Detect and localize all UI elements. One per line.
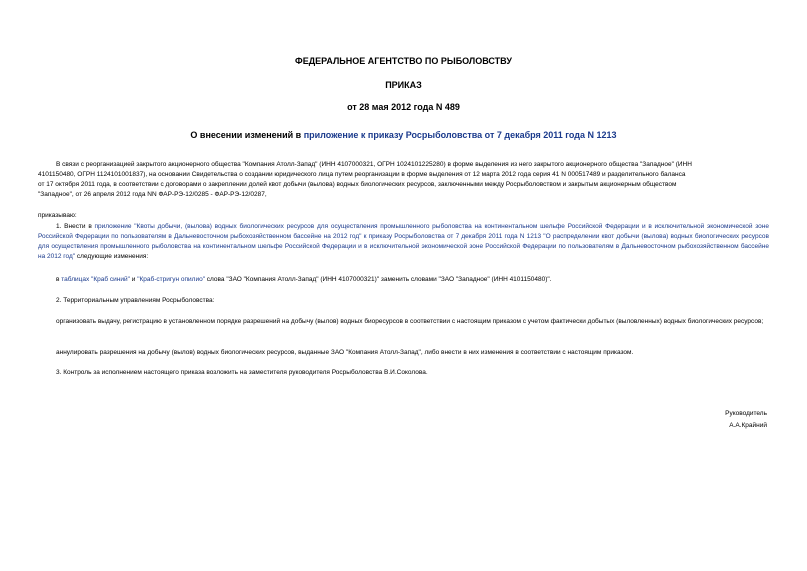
signature-name: А.А.Крайний — [729, 422, 767, 429]
item-2a-paragraph: организовать выдачу, регистрацию в установленном порядке разрешений на добычу (вылов) водных биоресурсов в соответствии с настоящим приказом с учетом фактически добытых (выловленных) водных биологических ресурсов; — [56, 318, 764, 325]
item-2-paragraph: 2. Территориальным управлениям Росрыболовства: — [56, 297, 215, 304]
signature-position: Руководитель — [725, 410, 767, 417]
item-1-prefix: 1. Внести в — [56, 223, 95, 230]
title-prefix: О внесении изменений в — [190, 130, 304, 140]
agency-heading: ФЕДЕРАЛЬНОЕ АГЕНТСТВО ПО РЫБОЛОВСТВУ — [295, 56, 512, 66]
item-2b-paragraph: аннулировать разрешения на добычу (вылов) водных биологических ресурсов, выданные ЗАО "Компания Атолл-Запад", либо внести в них изменения в соответствии с настоящим приказом. — [56, 349, 634, 356]
preamble-line-1: В связи с реорганизацией закрытого акционерного общества "Компания Атолл-Запад" (ИНН 4107000321, ОГРН 1024101225280) в форме выделения из него закрытого акционерного общества "Западное" (ИНН — [56, 161, 692, 168]
change-prefix: в — [56, 276, 62, 283]
table-link-crab-blue[interactable]: таблицах "Краб синий" — [61, 276, 130, 283]
document-title — [0, 130, 807, 141]
item-1-change-paragraph — [38, 275, 769, 285]
date-number-heading: от 28 мая 2012 года N 489 — [347, 102, 460, 112]
change-suffix: слова "ЗАО "Компания Атолл-Запад" (ИНН 4107000321)" заменить словами "ЗАО "Западное" (ИНН 4101150480)". — [205, 276, 552, 283]
order-word: приказываю: — [38, 212, 77, 219]
title-link[interactable]: приложение к приказу Росрыболовства от 7 декабря 2011 года N 1213 — [303, 130, 617, 140]
table-link-crab-opilio[interactable]: "Краб-стригун опилио" — [137, 276, 205, 283]
preamble-paragraph — [38, 160, 769, 200]
item-1-link[interactable]: приложение "Квоты добычи, (вылова) водных биологических ресурсов для осуществления промышленного рыболовства на континентальном шельфе Российской Федерации и в исключительной экономической зоне Российской Федерации по пользователям в Дальневосточном рыбохозяйственном бассейне на 2012 год" к приказу Росрыболовства от 7 декабря 2011 года N 1213 "О распределении квот добычи (вылова) водных биологических ресурсов для осуществления промышленного рыболовства на континентальном шельфе Российской Федерации и в исключительной экономической зоне Российской Федерации по пользователям в Дальневосточном рыбохозяйственном бассейне на 2012 год" — [38, 223, 769, 260]
item-1-paragraph — [38, 222, 769, 262]
preamble-line-2: 4101150480, ОГРН 1124101001837), на основании Свидетельства о создании юридического лица путем реорганизации в форме выделения от 12 марта 2012 года серия 41 N 000517489 и разделительного баланса — [38, 171, 686, 178]
item-1-suffix: следующие изменения: — [75, 253, 149, 260]
doc-type-heading: ПРИКАЗ — [385, 80, 422, 90]
preamble-line-3: от 17 октября 2011 года, в соответствии с договорами о закреплении долей квот добычи (вылова) водных биологических ресурсов, заключенными между Росрыболовством и закрытым акционерным обществом — [38, 181, 677, 188]
change-and: и — [129, 276, 138, 283]
item-3-paragraph: 3. Контроль за исполнением настоящего приказа возложить на заместителя руководителя Росрыболовства В.И.Соколова. — [56, 369, 428, 376]
preamble-line-4: "Западное", от 26 апреля 2012 года NN ФАР-РЭ-12/0285 - ФАР-РЭ-12/0287, — [38, 191, 267, 198]
